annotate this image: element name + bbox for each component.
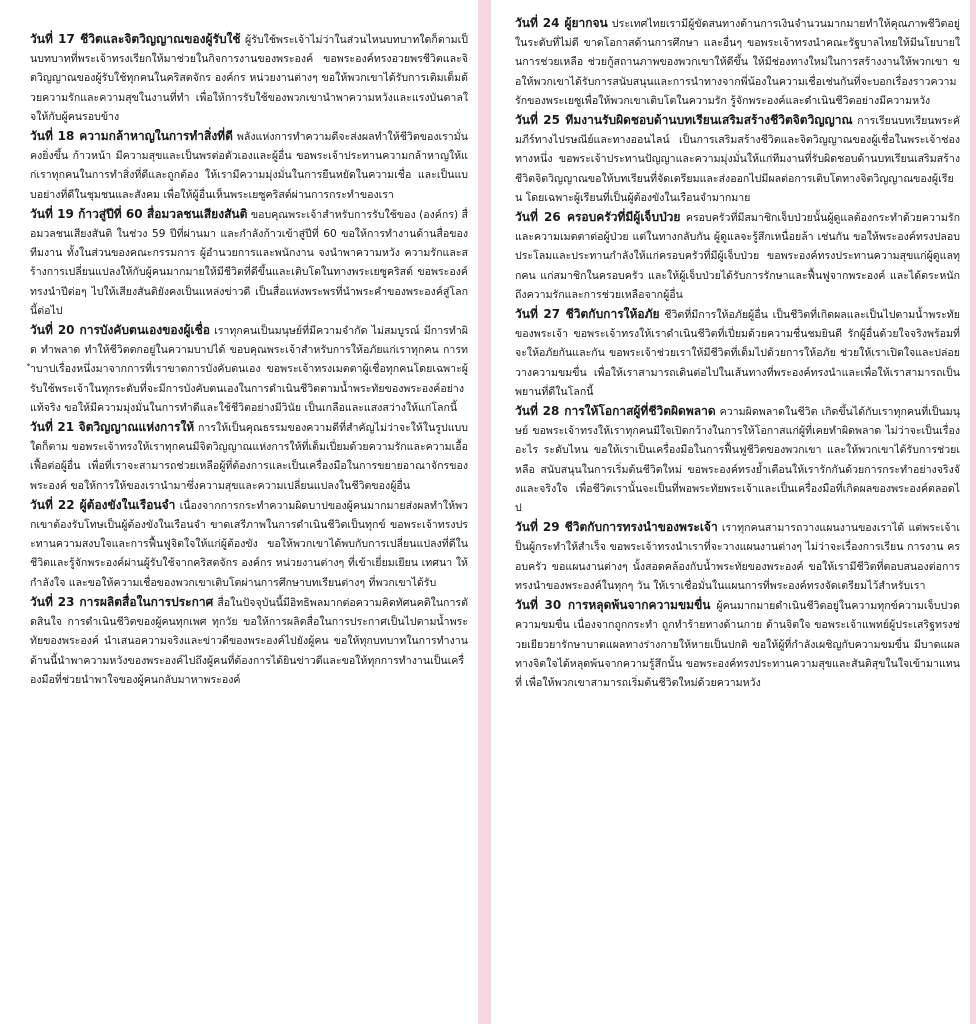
prayer-entry	[515, 305, 960, 402]
prayer-body-text: การให้เป็นคุณธรรมของความดีที่สำคัญไม่ว่าจะให้ในรูปแบบใดก็ตาม ขอพระเจ้าทรงให้เราทุกคนมีจิตวิญญาณแห่งการให้ที่เต็มเปี่ยมด้วยความรักและความเอื้อเฟื้อต่อผู้อื่น เพื่อที่เราจะสามารถช่วยเหลือผู้ที่ต้องการและเป็นเครื่องมือในการขยายอาณาจักรของพระองค์ ขอให้การให้ของเรานำมาซึ่งความสุขและความเปลี่ยนแปลงในชีวิตของผู้อื่น	[30, 422, 469, 492]
prayer-day-title: วันที่ 20 การบังคับตนเองของผู้เชื่อ	[30, 323, 210, 338]
prayer-entry	[30, 30, 468, 127]
prayer-entry	[30, 205, 468, 321]
prayer-day-title: วันที่ 26 ครอบครัวที่มีผู้เจ็บป่วย	[515, 210, 681, 225]
prayer-body-text: การเรียนบทเรียนพระคัมภีร์ทางไปรษณีย์และทางออนไลน์ เป็นการเสริมสร้างชีวิตและจิตวิญญาณของผู้เชื่อในพระเจ้าช่องทางหนึ่ง ขอพระเจ้าประทานปัญญาและความมุ่งมั่นให้แก่ทีมงานที่รับผิดชอบด้านบทเรียนเสริมสร้างชีวิตจิตวิญญาณขอให้บทเรียนที่จัดเตรียมและส่งออกไปมีผลต่อการเติบโตทางจิตวิญญาณของผู้เรียน โดยเฉพาะผู้เรียนที่เป็นผู้ต้องขังในเรือนจำมากมาย	[515, 115, 960, 204]
prayer-body-text: ขอบคุณพระเจ้าสำหรับการรับใช้ของ (องค์กร) สื่อมวลชนเสียงสันติ ในช่วง 59 ปีที่ผ่านมา และกำลังก้าวเข้าสู่ปีที่ 60 ขอให้การทำงานด้านสื่อของทีมงาน ทั้งในส่วนของคณะกรรมการ ผู้อำนวยการและพนักงาน จงนำพาความหวัง ความรักและสร้างการเปลี่ยนแปลงให้กับผู้คนมากมายให้มีชีวิตที่ดีขึ้นและเติบโตในทางพระเยซูคริสต์ ขอพระองค์ทรงนำปีต่อๆ ไปให้เสียงสันติยังคงเป็นแหล่งข่าวดี เป็นสื่อแห่งพระพรที่นำพระคำของพระองค์สู่โลกนี้ต่อไป	[30, 208, 468, 317]
prayer-body-text: พลังแห่งการทำความดีจะส่งผลทำให้ชีวิตของเรามั่นคงยิ่งขึ้น ก้าวหน้า มีความสุขและเป็นพรต่อตัวเองและผู้อื่น ขอพระเจ้าประทานความกล้าหาญให้แก่เราทุกคนในการทำสิ่งที่ดีและถูกต้อง ให้เรามีความมุ่งมั่นในการยืนหยัดในความเชื่อ และเป็นแบบอย่างที่ดีในชุมชนและสังคม เพื่อให้ผู้อื่นเห็นพระเยซูคริสต์ผ่านการกระทำของเรา	[30, 131, 468, 201]
prayer-entry	[30, 321, 468, 418]
prayer-day-title: วันที่ 29 ชีวิตกับการทรงนำของพระเจ้า	[515, 520, 718, 535]
prayer-entry	[515, 518, 960, 596]
prayer-day-title: วันที่ 21 จิตวิญญาณแห่งการให้	[30, 420, 195, 435]
prayer-day-title: วันที่ 28 การให้โอกาสผู้ที่ชีวิตผิดพลาด	[515, 404, 716, 419]
prayer-entry	[30, 496, 468, 593]
left-page	[0, 0, 478, 1024]
prayer-day-title: วันที่ 30 การหลุดพ้นจากความขมขื่น	[515, 598, 711, 613]
prayer-entry	[30, 127, 468, 205]
prayer-body-text: เราทุกคนเป็นมนุษย์ที่มีความจำกัด ไม่สมบูรณ์ มีการทำผิด ทำพลาด ทำให้ชีวิตตกอยู่ในความบาปได้ ขอบคุณพระเจ้าสำหรับการให้อภัยแก่เราทุกคน การทำบาปเรื่องหนึ่งมาจากการที่เราขาดการบังคับตนเอง ขอพระเจ้าทรงเมตตาผู้เชื่อทุกคนโดยเฉพาะผู้รับใช้พระเจ้าในทุกระดับที่จะมีการบังคับตนเองในการดำเนินชีวิตตามน้ำพระทัยของพระองค์อย่างแท้จริง ขอให้มีความมุ่งมั่นในการทำดีและใช้ชีวิตอย่างมีวินัย เป็นเกลือและแสงสว่างให้แก่โลกนี้	[30, 325, 468, 414]
prayer-body-text: ผู้รับใช้พระเจ้าไม่ว่าในส่วนไหนบทบาทใดก็ตามเป็นบทบาทที่พระเจ้าทรงเรียกให้มาช่วยในกิจการงานของพระองค์ ขอพระองค์ทรงอวยพรชีวิตและจิตวิญญาณของผู้รับใช้ทุกคนในคริสตจักร องค์กร หน่วยงานต่างๆ ขอให้พวกเขาได้รับการเติมเต็มด้วยความรักและความสุขในงานที่ทำ เพื่อให้การรับใช้ของพวกเขานำพาความหวังและแรงบันดาลใจให้กับผู้คนรอบข้าง	[30, 34, 468, 123]
prayer-body-text: ชีวิตที่มีการให้อภัยผู้อื่น เป็นชีวิตที่เกิดผลและเป็นไปตามน้ำพระทัยของพระเจ้า ขอพระเจ้าทรงให้เราดำเนินชีวิตที่เปี่ยมด้วยความชื่นชมยินดี รักผู้อื่นด้วยใจจริงพร้อมที่จะให้อภัยกันและกัน ขอพระเจ้าช่วยเราให้มีชีวิตที่เต็มไปด้วยการให้อภัย ช่วยให้เราเปิดใจและปล่อยวางความขมขื่น เพื่อให้เราสามารถเดินต่อไปในเส้นทางที่พระองค์ทรงนำและเพื่อให้เราสามารถเป็นพยานที่ดีในโลกนี้	[515, 309, 960, 398]
prayer-day-title: วันที่ 22 ผู้ต้องขังในเรือนจำ	[30, 497, 176, 512]
prayer-entry	[515, 596, 960, 693]
right-page	[491, 0, 976, 1024]
prayer-entry	[515, 111, 960, 208]
prayer-day-title: วันที่ 25 ทีมงานรับผิดชอบด้านบทเรียนเสริมสร้างชีวิตจิตวิญญาณ	[515, 113, 853, 128]
prayer-body-text: เนื่องจากการกระทำความผิดบาปของผู้คนมากมายส่งผลทำให้พวกเขาต้องรับโทษเป็นผู้ต้องขังในเรือนจำ ขาดเสรีภาพในการดำเนินชีวิตเป็นทุกข์ ขอพระเจ้าทรงประทานความสงบใจและการฟื้นฟูจิตใจให้แก่ผู้ต้องขัง ขอให้พวกเขาได้พบกับการเปลี่ยนแปลงที่ดีในชีวิตและรู้จักพระองค์ผ่านผู้รับใช้จากคริสตจักร องค์กร หน่วยงานต่างๆ ที่เข้าเยี่ยมเยียน เทศนา ให้กำลังใจ และขอให้ความเชื่อของพวกเขาเติบโตผ่านการศึกษาบทเรียนต่างๆ ที่พวกเขาได้รับ	[30, 499, 468, 589]
prayer-body-text: ความผิดพลาดในชีวิต เกิดขึ้นได้กับเราทุกคนที่เป็นมนุษย์ ขอพระเจ้าทรงให้เราทุกคนมีใจเปิดกว้างในการให้โอกาสแก่ผู้ที่เคยทำผิดพลาด ไม่ว่าจะเป็นเรื่องอะไร ระดับไหน ขอให้เราเป็นเครื่องมือในการฟื้นฟูชีวิตของพวกเขา และให้พวกเขาได้รับการช่วยเหลือ สนับสนุนในการเริ่มต้นชีวิตใหม่ ขอพระองค์ทรงย้ำเตือนให้เรารักกันด้วยการกระทำอย่างจริงจังและจริงใจ เพื่อชีวิตเรานั้นจะเป็นที่พอพระทัยพระเจ้าและเป็นเครื่องมือที่เกิดผลของพระองค์ตลอดไป	[515, 406, 961, 515]
prayer-body-text: เราทุกคนสามารถวางแผนงานของเราได้ แต่พระเจ้าเป็นผู้กระทำให้สำเร็จ ขอพระเจ้าทรงนำเราที่จะวางแผนงานต่างๆ ไม่ว่าจะเรื่องการเรียน การงาน ครอบครัว ขอแผนงานต่างๆ นั้งสอดคล้องกับน้ำพระทัยของพระองค์ ขอให้เรามีชีวิตที่ตอบสนองต่อการทรงนำของพระองค์ในทุกๆ วัน ให้เราเชื่อมั่นในแผนการที่พระองค์ทรงจัดเตรียมไว้สำหรับเรา	[515, 522, 960, 592]
prayer-body-text: สื่อในปัจจุบันนี้มีอิทธิพลมากต่อความคิดทัศนคติในการตัดสินใจ การดำเนินชีวิตของผู้คนทุกเพศ ทุกวัย ขอให้การผลิตสื่อในการประกาศเป็นไปตามน้ำพระทัยของพระองค์ นำเสนอความจริงและข่าวดีของพระองค์ไปยังผู้คน ขอให้ทุกบทบาทในการทำงานด้านนี้นำพาความหวังของพระองค์ไปถึงผู้คนที่ต้องการได้ยินข่าวดีและขอให้ทุกการทำงานเป็นเครื่องมือที่ช่วยนำพาใจของผู้คนกลับมาหาพระองค์	[30, 596, 468, 686]
prayer-entry	[515, 14, 960, 111]
prayer-day-title: วันที่ 17 ชีวิตและจิตวิญญาณของผู้รับใช้	[30, 32, 241, 46]
prayer-entry	[515, 402, 960, 518]
prayer-body-text: ประเทศไทยเรามีผู้ขัดสนทางด้านการเงินจำนวนมากมายทำให้คุณภาพชีวิตอยู่ในระดับที่ไม่ดี ขาดโอกาสด้านการศึกษา และอื่นๆ ขอพระเจ้าทรงนำคณะรัฐบาลไทยให้มีนโยบายในการช่วยเหลือ ช่วยกู้สถานภาพของพวกเขาให้ดีขึ้น ให้มีช่องทางใหม่ในการสร้างงานให้พวกเขา ขอให้พวกเขาได้รับการสนับสนุนและการนำทางจากพี่น้องในความเชื่อเช่นกันที่จะบอกเรื่องราวความรักของพระเยซูเพื่อให้พวกเขาเติบโตในความรัก รู้จักพระองค์และดำเนินชีวิตอย่างมีความหวัง	[515, 18, 960, 107]
prayer-entry	[30, 593, 468, 690]
prayer-body-text: ครอบครัวที่มีสมาชิกเจ็บป่วยนั้นผู้ดูแลต้องกระทำด้วยความรักและความเมตตาต่อผู้ป่วย แต่ในทางกลับกัน ผู้ดูแลจะรู้สึกเหนื่อยล้า เช่นกัน ขอให้พระองค์ทรงปลอบประโลมและประทานกำลังให้แก่ครอบครัวที่มีผู้เจ็บป่วย ขอพระองค์ทรงประทานความสุขแก่ผู้ดูแลทุกคน แก่สมาชิกในครอบครัว และให้ผู้เจ็บป่วยได้รับการรักษาและฟื้นฟูจากพระองค์ และได้ตระหนักถึงความรักและการช่วยเหลือจากผู้อื่น	[515, 212, 961, 301]
prayer-entry	[30, 418, 468, 496]
prayer-body-text: ผู้คนมากมายดำเนินชีวิตอยู่ในความทุกข์ความเจ็บปวด ความขมขื่น เนื่องจากถูกกระทำ ถูกทำร้ายทางด้านกาย ด้านจิตใจ ขอพระเจ้าแพทย์ผู้ประเสริฐทรงช่วยเยียวยารักษาบาดแผลทางร่างกายให้หายเป็นปกติ ขอให้ผู้ที่กำลังเผชิญกับความขมขื่น มีบาดแผลทางจิตใจได้หลุดพ้นจากความรู้สึกนั้น ขอพระองค์ทรงประทานความสุขและสันติสุขในใจเข้ามาแทนที่ เพื่อให้พวกเขาสามารถเริ่มต้นชีวิตใหม่ด้วยความหวัง	[515, 600, 960, 689]
prayer-day-title: วันที่ 18 ความกล้าหาญในการทำสิ่งที่ดี	[30, 129, 233, 144]
prayer-entry	[515, 208, 960, 305]
prayer-day-title: วันที่ 19 ก้าวสู่ปีที่ 60 สื่อมวลชนเสียงสันติ	[30, 206, 248, 221]
prayer-day-title: วันที่ 24 ผู้ยากจน	[515, 16, 608, 30]
prayer-day-title: วันที่ 23 การผลิตสื่อในการประกาศ	[30, 594, 214, 609]
prayer-day-title: วันที่ 27 ชีวิตกับการให้อภัย	[515, 307, 660, 322]
